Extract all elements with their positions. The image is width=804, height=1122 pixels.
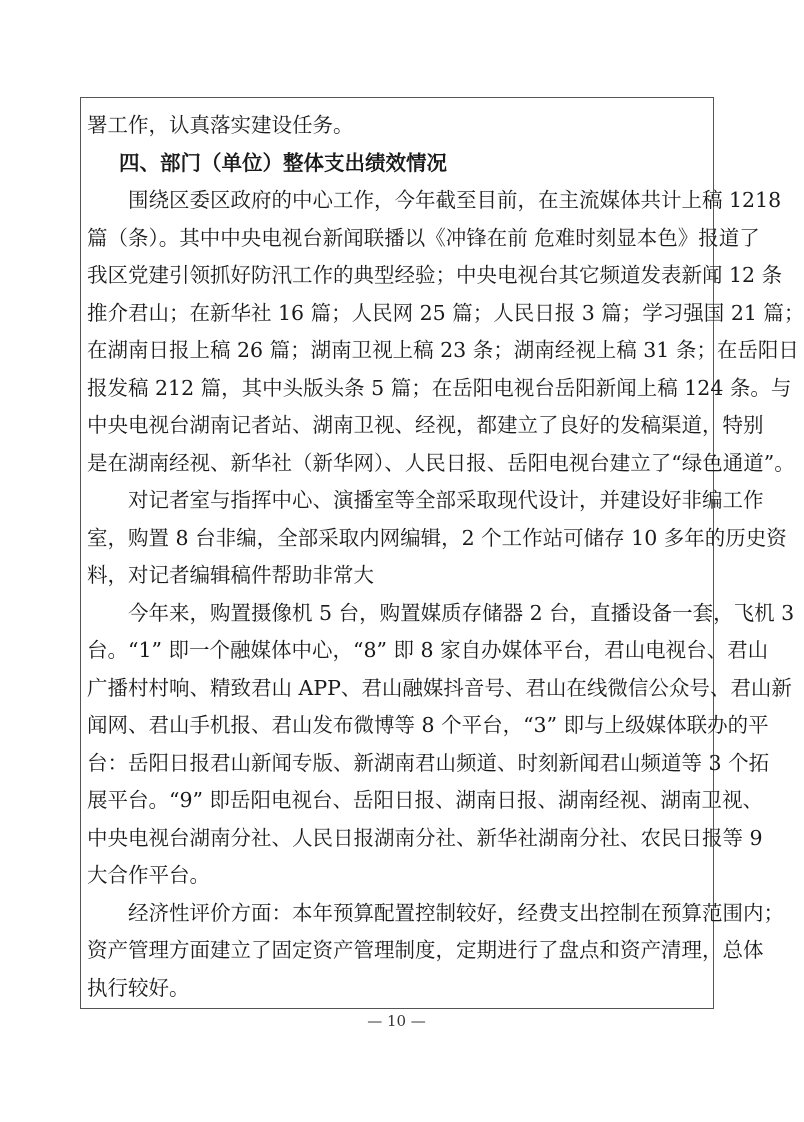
paragraph-line: 展平台。“9” 即岳阳电视台、岳阳日报、湖南日报、湖南经视、湖南卫视、 [87,788,764,812]
paragraph-line: 我区党建引领抓好防汛工作的典型经验；中央电视台其它频道发表新闻 12 条 [87,263,783,287]
continuation-line: 署工作，认真落实建设任务。 [87,113,354,137]
paragraph-line: 室，购置 8 台非编，全部采取内网编辑，2 个工作站可储存 10 多年的历史资 [87,525,787,550]
paragraph-line: 料，对记者编辑稿件帮助非常大 [87,563,374,587]
paragraph-line: 是在湖南经视、新华社（新华网）、人民日报、岳阳电视台建立了“绿色通道”。 [87,450,795,475]
paragraph-line: 篇（条）。其中中央电视台新闻联播以《冲锋在前 危难时刻显本色》报道了 [87,225,760,250]
paragraph-line: 执行较好。 [87,975,190,1000]
paragraph-line: 推介君山；在新华社 16 篇；人民网 25 篇；人民日报 3 篇；学习强国 21 篇； [87,300,804,325]
paragraph-line: 广播村村响、精致君山 APP、君山融媒抖音号、君山在线微信公众号、君山新 [87,675,792,700]
section-heading: 四、部门（单位）整体支出绩效情况 [119,150,447,175]
paragraph-line: 台：岳阳日报君山新闻专版、新湖南君山频道、时刻新闻君山频道等 3 个拓 [87,750,770,775]
paragraph-line: 报发稿 212 篇，其中头版头条 5 篇；在岳阳电视台岳阳新闻上稿 124 条。与 [87,375,792,400]
paragraph-line: 大合作平台。 [87,863,210,887]
content-frame [80,97,804,1009]
paragraph-line: 今年来，购置摄像机 5 台，购置媒质存储器 2 台，直播设备一套，飞机 3 [128,600,795,625]
paragraph-line: 经济性评价方面：本年预算配置控制较好，经费支出控制在预算范围内； [128,900,784,925]
paragraph-line: 中央电视台湖南分社、人民日报湖南分社、新华社湖南分社、农民日报等 9 [87,825,763,850]
paragraph-line: 台。“1” 即一个融媒体中心，“8” 即 8 家自办媒体平台，君山电视台、君山 [87,638,769,662]
paragraph-line: 围绕区委区政府的中心工作，今年截至目前，在主流媒体共计上稿 1218 [128,188,782,212]
paragraph-line: 对记者室与指挥中心、演播室等全部采取现代设计，并建设好非编工作 [128,488,764,512]
paragraph-line: 资产管理方面建立了固定资产管理制度，定期进行了盘点和资产清理，总体 [87,938,764,962]
paragraph-line: 在湖南日报上稿 26 篇；湖南卫视上稿 23 条；湖南经视上稿 31 条；在岳阳日 [87,338,799,362]
page-number: — 10 — [367,1012,426,1030]
paragraph-line: 闻网、君山手机报、君山发布微博等 8 个平台，“3” 即与上级媒体联办的平 [87,713,769,737]
paragraph-line: 中央电视台湖南记者站、湖南卫视、经视，都建立了良好的发稿渠道，特别 [87,413,764,437]
